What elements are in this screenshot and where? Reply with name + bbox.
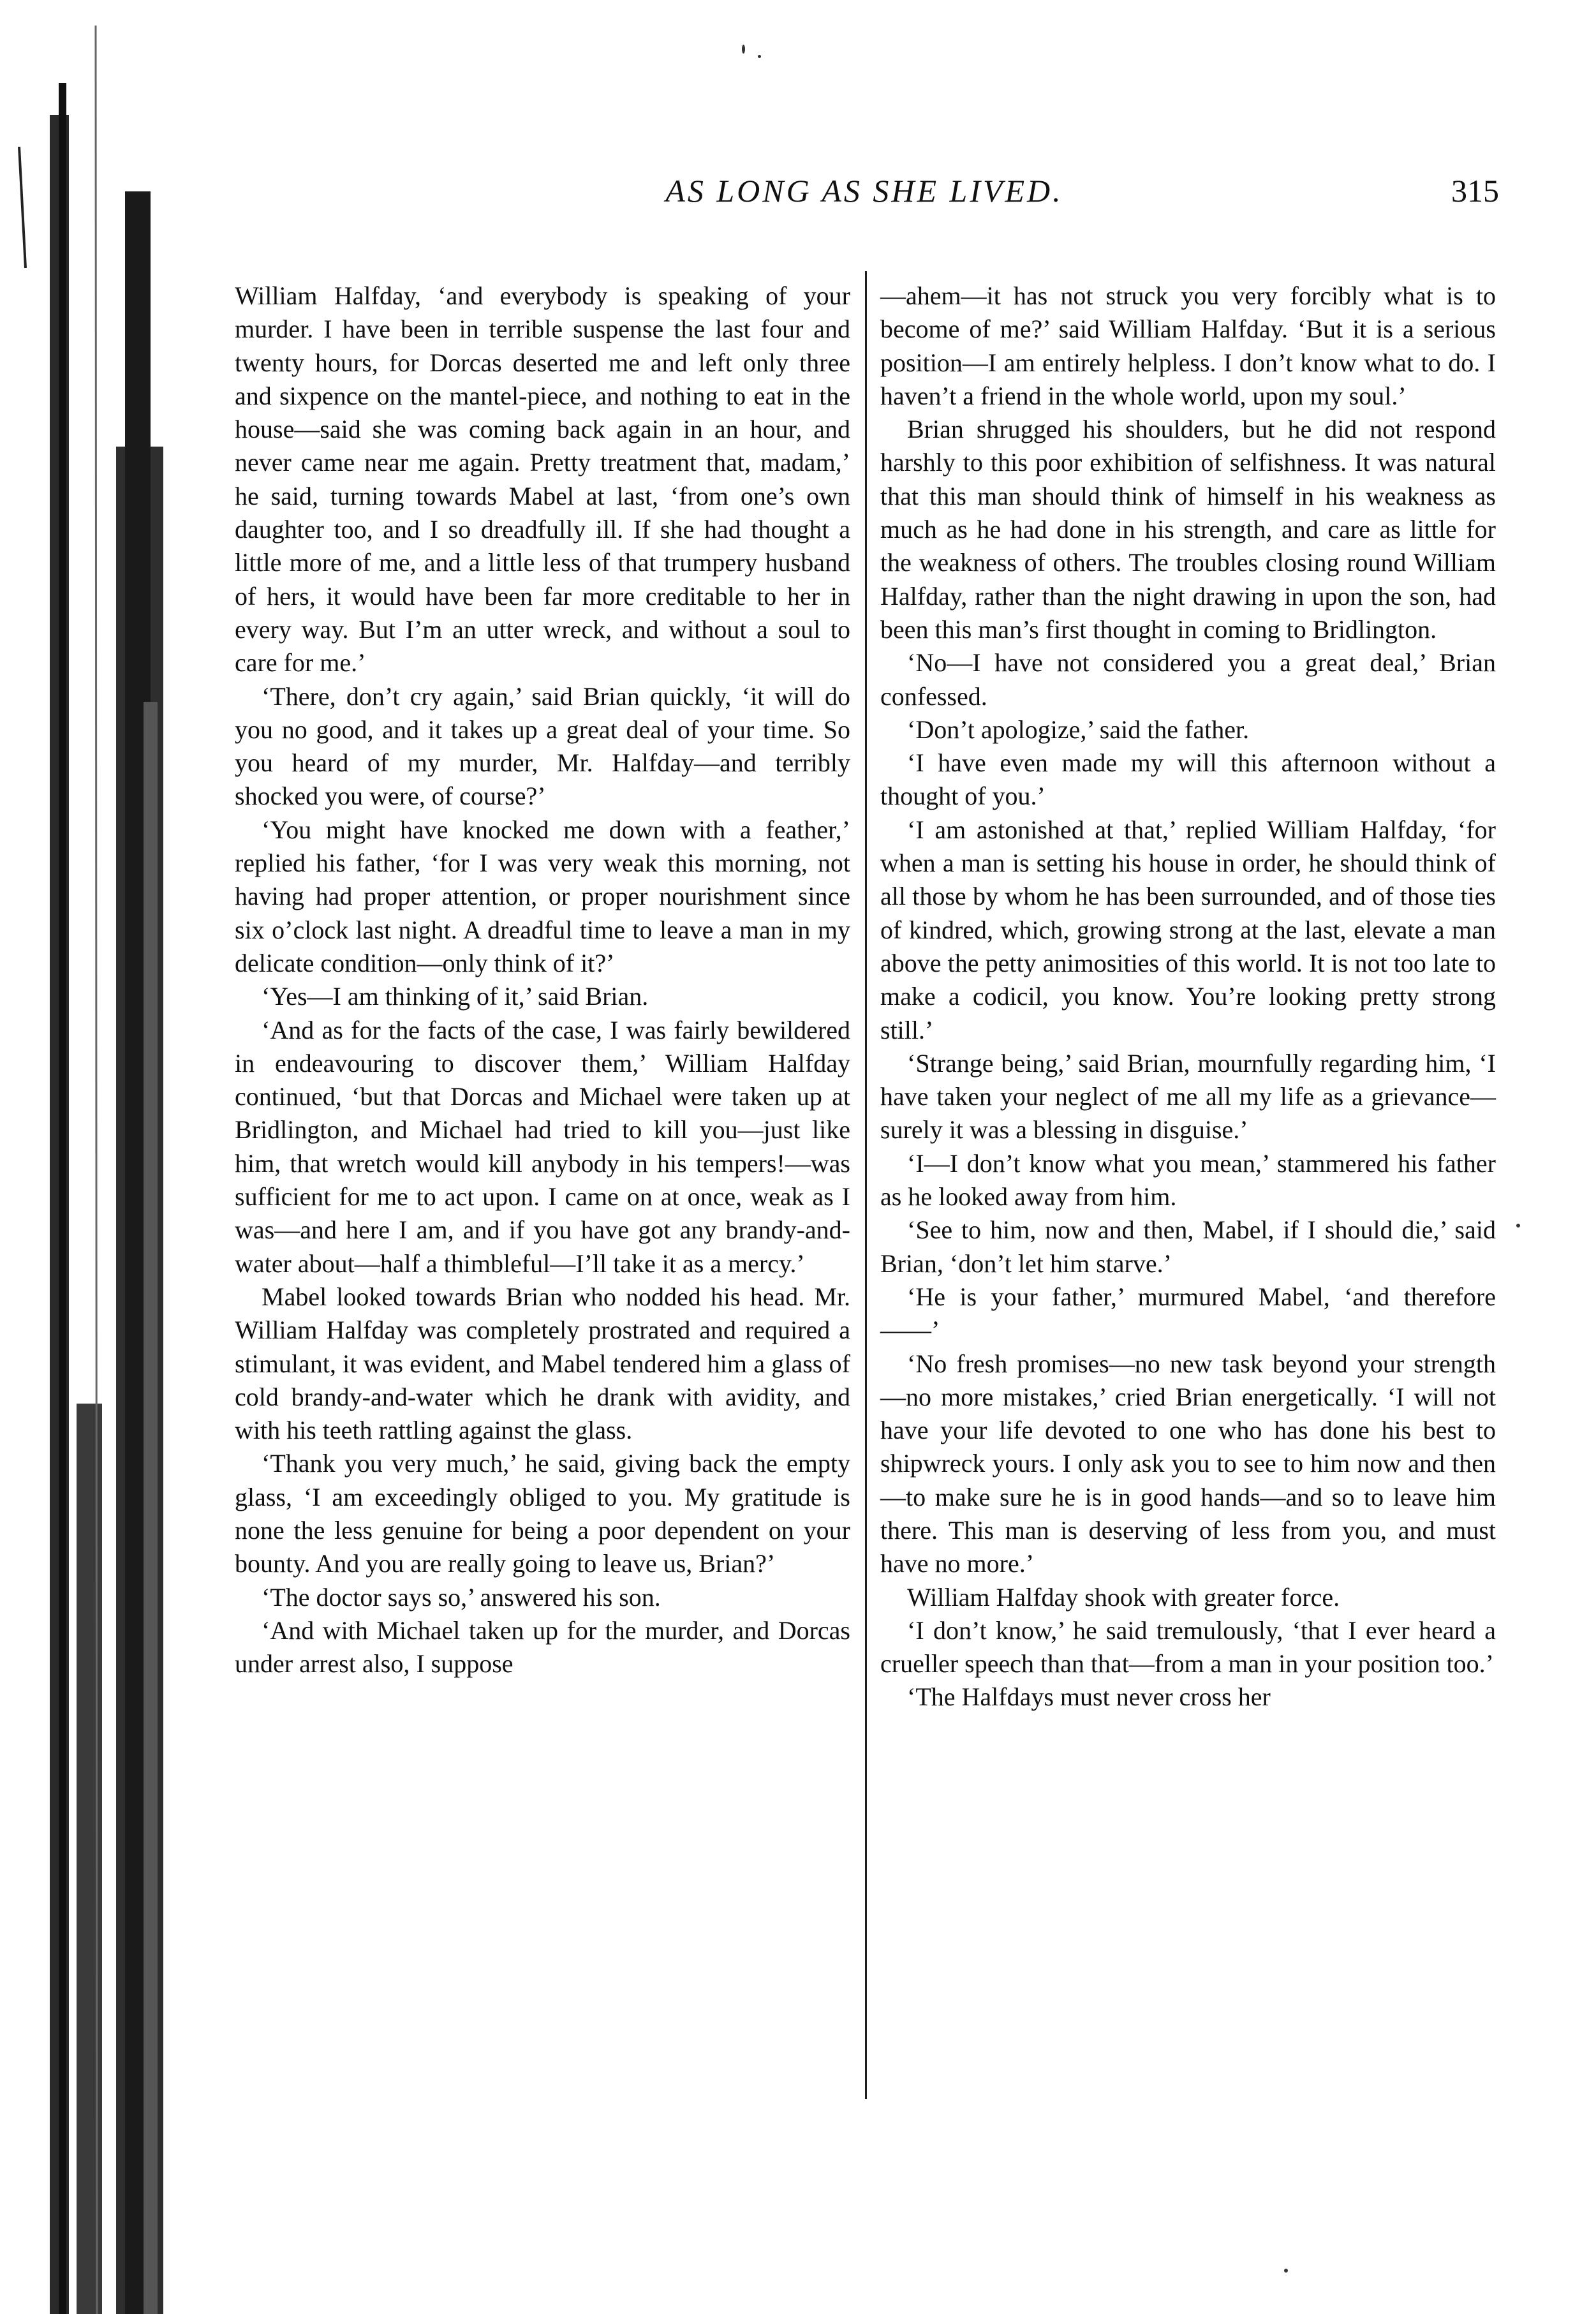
paragraph: Brian shrugged his shoulders, but he did not respond harshly to this poor exhibition of selfishness. It was natural that this man should think of himself in his weakness as much as he had done in his strength, and care as little for the weakness of others. The troubles closing round William Halfday, rather than the night drawing in upon the son, had been this man’s first thought in coming to Bridlington. (880, 415, 1496, 644)
paragraph: ‘Don’t apologize,’ said the father. (907, 715, 1250, 744)
scan-speck (1284, 2269, 1288, 2273)
paragraph: —ahem—it has not struck you very forcibly what is to become of me?’ said William Halfday. ‘But it is a serious position—I am entirely helpless. I don’t know what to do. I haven’t a friend in the whole world, upon my soul.’ (880, 281, 1496, 410)
paragraph: ‘He is your father,’ murmured Mabel, ‘and therefore——’ (880, 1282, 1496, 1345)
paragraph: ‘I am astonished at that,’ replied William Halfday, ‘for when a man is setting his house in order, he should think of all those by whom he has been surrounded, and of those ties of kindred, which, growing strong at the last, elevate a man above the petty animosities of this world. It is not too late to make a codicil, you know. You’re looking pretty strong still.’ (880, 815, 1496, 1044)
page-number: 315 (1451, 173, 1499, 209)
scan-speck (742, 45, 745, 54)
paragraph: William Halfday shook with greater force. (907, 1582, 1340, 1612)
left-column (235, 279, 850, 1680)
paragraph: ‘You might have knocked me down with a feather,’ replied his father, ‘for I was very weak this morning, not having had proper attention, or proper nourishment since six o’clock last night. A dreadful time to leave a man in my delicate condition—only think of it?’ (235, 815, 850, 977)
binding-edge (0, 0, 172, 2314)
right-column (880, 279, 1496, 1714)
scan-speck (1516, 1224, 1520, 1227)
paragraph: ‘And as for the facts of the case, I was fairly bewildered in endeavouring to discover them,’ William Halfday continued, ‘but that Dorcas and Michael were taken up at Bridlington, and Michael had tried to kill you—just like him, that wretch would kill anybody in his tempers!—was sufficient for me to act upon. I came on at once, weak as I was—and here I am, and if you have got any brandy-and-water about—half a thimbleful—I’ll take it as a mercy.’ (235, 1015, 850, 1278)
scan-speck (758, 55, 761, 58)
paragraph: ‘There, don’t cry again,’ said Brian quickly, ‘it will do you no good, and it takes up a great deal of your time. So you heard of my murder, Mr. Halfday—and terribly shocked you were, of course?’ (235, 681, 850, 811)
paragraph: ‘The Halfdays must never cross her (907, 1682, 1271, 1712)
paragraph: ‘The doctor says so,’ answered his son. (262, 1582, 661, 1612)
paragraph: ‘See to him, now and then, Mabel, if I should die,’ said Brian, ‘don’t let him starve.’ (880, 1215, 1496, 1278)
paragraph: ‘I—I don’t know what you mean,’ stammered his father as he looked away from him. (880, 1148, 1496, 1212)
paragraph: ‘No—I have not considered you a great deal,’ Brian confessed. (880, 648, 1496, 711)
paragraph: ‘Yes—I am thinking of it,’ said Brian. (262, 982, 649, 1011)
running-title: AS LONG AS SHE LIVED. (665, 173, 1063, 209)
paragraph: William Halfday, ‘and everybody is speaking of your murder. I have been in terrible suspense the last four and twenty hours, for Dorcas deserted me and left only three and sixpence on the mantel-piece, and nothing to eat in the house—said she was coming back again in an hour, and never came near me again. Pretty treatment that, madam,’ he said, turning towards Mabel at last, ‘from one’s own daughter too, and I so dreadfully ill. If she had thought a little more of me, and a little less of that trumpery husband of hers, it would have been far more creditable to her in every way. But I’m an utter wreck, and without a soul to care for me.’ (235, 281, 850, 678)
paragraph: ‘No fresh promises—no new task beyond your strength—no more mistakes,’ cried Brian energetically. ‘I will not have your life devoted to one who has done his best to shipwreck yours. I only ask you to see to him now and then—to make sure he is in good hands—and so to leave him there. This man is deserving of less from you, and must have no more.’ (880, 1349, 1496, 1578)
paragraph: ‘Strange being,’ said Brian, mournfully regarding him, ‘I have taken your neglect of me all my life as a grievance—surely it was a blessing in disguise.’ (880, 1048, 1496, 1145)
page-header (230, 172, 1499, 223)
column-divider (865, 271, 867, 2099)
paragraph: ‘I don’t know,’ he said tremulously, ‘that I ever heard a crueller speech than that—from a man in your position too.’ (880, 1615, 1496, 1679)
paragraph: ‘And with Michael taken up for the murder, and Dorcas under arrest also, I suppose (235, 1615, 850, 1679)
paragraph: Mabel looked towards Brian who nodded his head. Mr. William Halfday was completely prostrated and required a stimulant, it was evident, and Mabel tendered him a glass of cold brandy-and-water which he drank with avidity, and with his teeth rattling against the glass. (235, 1282, 850, 1445)
paragraph: ‘Thank you very much,’ he said, giving back the empty glass, ‘I am exceedingly obliged to you. My gratitude is none the less genuine for being a poor dependent on your bounty. And you are really going to leave us, Brian?’ (235, 1449, 850, 1578)
paragraph: ‘I have even made my will this afternoon without a thought of you.’ (880, 748, 1496, 811)
